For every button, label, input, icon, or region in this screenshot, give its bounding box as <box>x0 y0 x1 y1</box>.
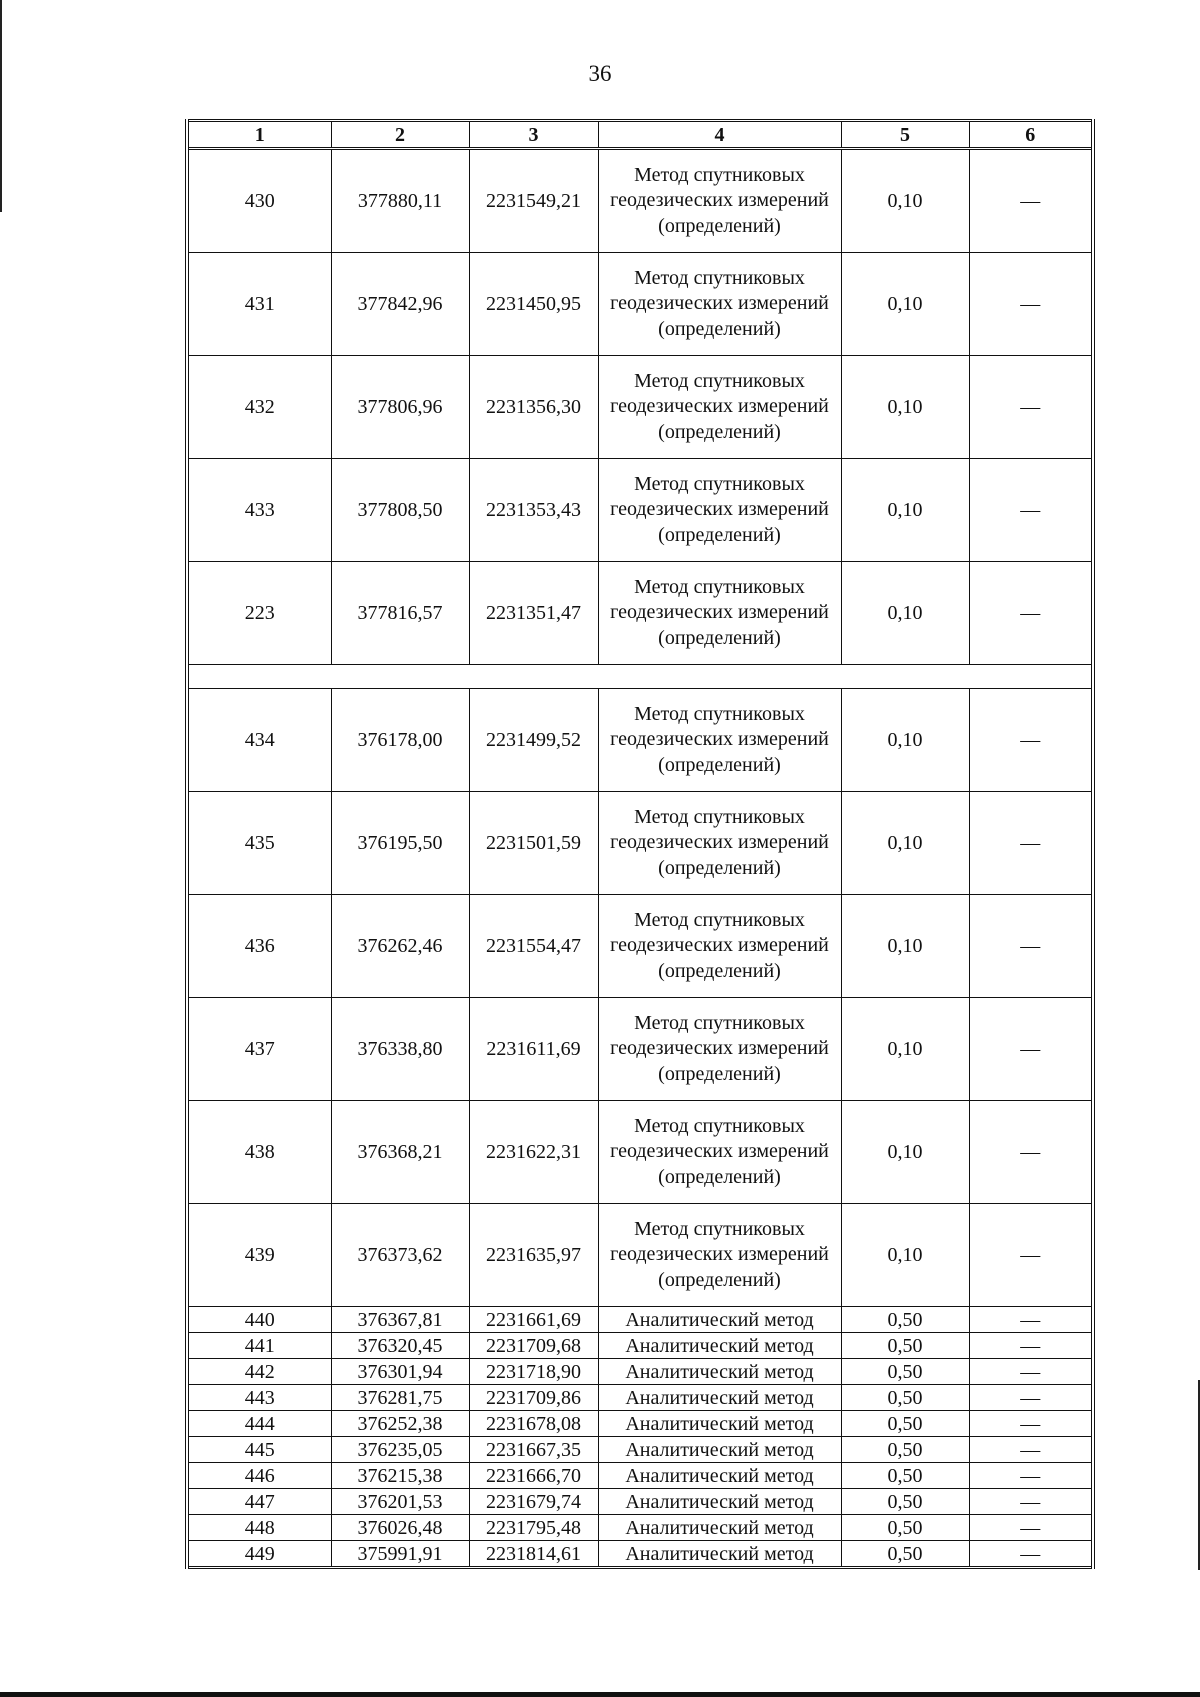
y-coordinate-cell: 2231501,59 <box>469 792 598 895</box>
note-cell: — <box>969 1411 1093 1437</box>
accuracy-cell: 0,10 <box>841 253 969 356</box>
method-cell: Метод спутниковых геодезических измерений (определений) <box>598 1101 841 1204</box>
point-number-cell: 445 <box>187 1437 331 1463</box>
y-coordinate-cell: 2231666,70 <box>469 1463 598 1489</box>
scan-edge-left <box>0 0 2 212</box>
accuracy-cell: 0,50 <box>841 1307 969 1333</box>
column-header: 5 <box>841 121 969 149</box>
y-coordinate-cell: 2231709,86 <box>469 1385 598 1411</box>
note-cell: — <box>969 1463 1093 1489</box>
point-number-cell: 441 <box>187 1333 331 1359</box>
y-coordinate-cell: 2231718,90 <box>469 1359 598 1385</box>
method-cell: Аналитический метод <box>598 1385 841 1411</box>
method-cell: Аналитический метод <box>598 1463 841 1489</box>
method-cell: Метод спутниковых геодезических измерений (определений) <box>598 149 841 253</box>
method-cell: Аналитический метод <box>598 1541 841 1568</box>
point-number-cell: 440 <box>187 1307 331 1333</box>
note-cell: — <box>969 1437 1093 1463</box>
point-number-cell: 438 <box>187 1101 331 1204</box>
table-row <box>187 1437 1093 1463</box>
method-cell: Аналитический метод <box>598 1489 841 1515</box>
point-number-cell: 437 <box>187 998 331 1101</box>
table-row <box>187 895 1093 998</box>
column-header: 1 <box>187 121 331 149</box>
y-coordinate-cell: 2231554,47 <box>469 895 598 998</box>
x-coordinate-cell: 376373,62 <box>331 1204 469 1307</box>
y-coordinate-cell: 2231795,48 <box>469 1515 598 1541</box>
y-coordinate-cell: 2231661,69 <box>469 1307 598 1333</box>
x-coordinate-cell: 376368,21 <box>331 1101 469 1204</box>
x-coordinate-cell: 376262,46 <box>331 895 469 998</box>
column-header: 2 <box>331 121 469 149</box>
note-cell: — <box>969 1385 1093 1411</box>
point-number-cell: 434 <box>187 689 331 792</box>
y-coordinate-cell: 2231679,74 <box>469 1489 598 1515</box>
x-coordinate-cell: 376338,80 <box>331 998 469 1101</box>
note-cell: — <box>969 562 1093 665</box>
x-coordinate-cell: 376281,75 <box>331 1385 469 1411</box>
x-coordinate-cell: 376201,53 <box>331 1489 469 1515</box>
note-cell: — <box>969 1515 1093 1541</box>
table-row <box>187 1204 1093 1307</box>
column-header: 6 <box>969 121 1093 149</box>
accuracy-cell: 0,50 <box>841 1385 969 1411</box>
note-cell: — <box>969 1204 1093 1307</box>
x-coordinate-cell: 376215,38 <box>331 1463 469 1489</box>
note-cell: — <box>969 1489 1093 1515</box>
x-coordinate-cell: 377806,96 <box>331 356 469 459</box>
accuracy-cell: 0,10 <box>841 149 969 253</box>
x-coordinate-cell: 376301,94 <box>331 1359 469 1385</box>
table-separator-row <box>187 665 1093 689</box>
x-coordinate-cell: 376026,48 <box>331 1515 469 1541</box>
table-row <box>187 1463 1093 1489</box>
accuracy-cell: 0,50 <box>841 1333 969 1359</box>
x-coordinate-cell: 376195,50 <box>331 792 469 895</box>
x-coordinate-cell: 377808,50 <box>331 459 469 562</box>
note-cell: — <box>969 253 1093 356</box>
separator-cell <box>187 665 1093 689</box>
accuracy-cell: 0,10 <box>841 1204 969 1307</box>
point-number-cell: 446 <box>187 1463 331 1489</box>
note-cell: — <box>969 1307 1093 1333</box>
point-number-cell: 449 <box>187 1541 331 1568</box>
table-row <box>187 998 1093 1101</box>
point-number-cell: 433 <box>187 459 331 562</box>
y-coordinate-cell: 2231356,30 <box>469 356 598 459</box>
note-cell: — <box>969 998 1093 1101</box>
note-cell: — <box>969 356 1093 459</box>
method-cell: Метод спутниковых геодезических измерений (определений) <box>598 253 841 356</box>
y-coordinate-cell: 2231678,08 <box>469 1411 598 1437</box>
point-number-cell: 435 <box>187 792 331 895</box>
note-cell: — <box>969 1359 1093 1385</box>
table-row <box>187 253 1093 356</box>
table-row <box>187 689 1093 792</box>
table-row <box>187 149 1093 253</box>
accuracy-cell: 0,10 <box>841 998 969 1101</box>
accuracy-cell: 0,50 <box>841 1489 969 1515</box>
y-coordinate-cell: 2231549,21 <box>469 149 598 253</box>
note-cell: — <box>969 149 1093 253</box>
column-header: 4 <box>598 121 841 149</box>
table-row <box>187 1101 1093 1204</box>
method-cell: Аналитический метод <box>598 1411 841 1437</box>
coordinates-table <box>185 119 1095 1569</box>
point-number-cell: 447 <box>187 1489 331 1515</box>
y-coordinate-cell: 2231635,97 <box>469 1204 598 1307</box>
point-number-cell: 443 <box>187 1385 331 1411</box>
y-coordinate-cell: 2231611,69 <box>469 998 598 1101</box>
accuracy-cell: 0,50 <box>841 1359 969 1385</box>
method-cell: Метод спутниковых геодезических измерений (определений) <box>598 998 841 1101</box>
table-row <box>187 1489 1093 1515</box>
accuracy-cell: 0,10 <box>841 459 969 562</box>
x-coordinate-cell: 376320,45 <box>331 1333 469 1359</box>
note-cell: — <box>969 459 1093 562</box>
table-row <box>187 1541 1093 1568</box>
x-coordinate-cell: 377880,11 <box>331 149 469 253</box>
point-number-cell: 444 <box>187 1411 331 1437</box>
x-coordinate-cell: 376235,05 <box>331 1437 469 1463</box>
method-cell: Аналитический метод <box>598 1515 841 1541</box>
y-coordinate-cell: 2231499,52 <box>469 689 598 792</box>
accuracy-cell: 0,10 <box>841 562 969 665</box>
table-row <box>187 1385 1093 1411</box>
method-cell: Аналитический метод <box>598 1333 841 1359</box>
table-row <box>187 1515 1093 1541</box>
method-cell: Метод спутниковых геодезических измерений (определений) <box>598 356 841 459</box>
table-row <box>187 1307 1093 1333</box>
accuracy-cell: 0,10 <box>841 792 969 895</box>
x-coordinate-cell: 375991,91 <box>331 1541 469 1568</box>
y-coordinate-cell: 2231353,43 <box>469 459 598 562</box>
accuracy-cell: 0,50 <box>841 1411 969 1437</box>
point-number-cell: 430 <box>187 149 331 253</box>
y-coordinate-cell: 2231351,47 <box>469 562 598 665</box>
accuracy-cell: 0,10 <box>841 689 969 792</box>
method-cell: Аналитический метод <box>598 1359 841 1385</box>
point-number-cell: 432 <box>187 356 331 459</box>
point-number-cell: 223 <box>187 562 331 665</box>
note-cell: — <box>969 1101 1093 1204</box>
page-number: 36 <box>588 61 612 86</box>
table-row <box>187 1333 1093 1359</box>
table-row <box>187 356 1093 459</box>
y-coordinate-cell: 2231450,95 <box>469 253 598 356</box>
note-cell: — <box>969 689 1093 792</box>
y-coordinate-cell: 2231622,31 <box>469 1101 598 1204</box>
y-coordinate-cell: 2231709,68 <box>469 1333 598 1359</box>
table-row <box>187 459 1093 562</box>
x-coordinate-cell: 376178,00 <box>331 689 469 792</box>
table-row <box>187 562 1093 665</box>
column-header: 3 <box>469 121 598 149</box>
accuracy-cell: 0,10 <box>841 1101 969 1204</box>
point-number-cell: 436 <box>187 895 331 998</box>
point-number-cell: 448 <box>187 1515 331 1541</box>
method-cell: Метод спутниковых геодезических измерений (определений) <box>598 1204 841 1307</box>
point-number-cell: 442 <box>187 1359 331 1385</box>
x-coordinate-cell: 377816,57 <box>331 562 469 665</box>
accuracy-cell: 0,10 <box>841 356 969 459</box>
note-cell: — <box>969 1541 1093 1568</box>
y-coordinate-cell: 2231814,61 <box>469 1541 598 1568</box>
accuracy-cell: 0,50 <box>841 1437 969 1463</box>
y-coordinate-cell: 2231667,35 <box>469 1437 598 1463</box>
x-coordinate-cell: 376252,38 <box>331 1411 469 1437</box>
accuracy-cell: 0,50 <box>841 1463 969 1489</box>
note-cell: — <box>969 895 1093 998</box>
table-row <box>187 1359 1093 1385</box>
accuracy-cell: 0,10 <box>841 895 969 998</box>
method-cell: Метод спутниковых геодезических измерений (определений) <box>598 689 841 792</box>
point-number-cell: 431 <box>187 253 331 356</box>
scan-edge-bottom <box>0 1692 1200 1697</box>
table-row <box>187 792 1093 895</box>
accuracy-cell: 0,50 <box>841 1541 969 1568</box>
method-cell: Аналитический метод <box>598 1437 841 1463</box>
method-cell: Метод спутниковых геодезических измерений (определений) <box>598 459 841 562</box>
x-coordinate-cell: 376367,81 <box>331 1307 469 1333</box>
method-cell: Метод спутниковых геодезических измерений (определений) <box>598 792 841 895</box>
table-header-row <box>187 121 1093 149</box>
point-number-cell: 439 <box>187 1204 331 1307</box>
table-row <box>187 1411 1093 1437</box>
method-cell: Метод спутниковых геодезических измерений (определений) <box>598 562 841 665</box>
note-cell: — <box>969 792 1093 895</box>
accuracy-cell: 0,50 <box>841 1515 969 1541</box>
note-cell: — <box>969 1333 1093 1359</box>
x-coordinate-cell: 377842,96 <box>331 253 469 356</box>
method-cell: Аналитический метод <box>598 1307 841 1333</box>
method-cell: Метод спутниковых геодезических измерений (определений) <box>598 895 841 998</box>
